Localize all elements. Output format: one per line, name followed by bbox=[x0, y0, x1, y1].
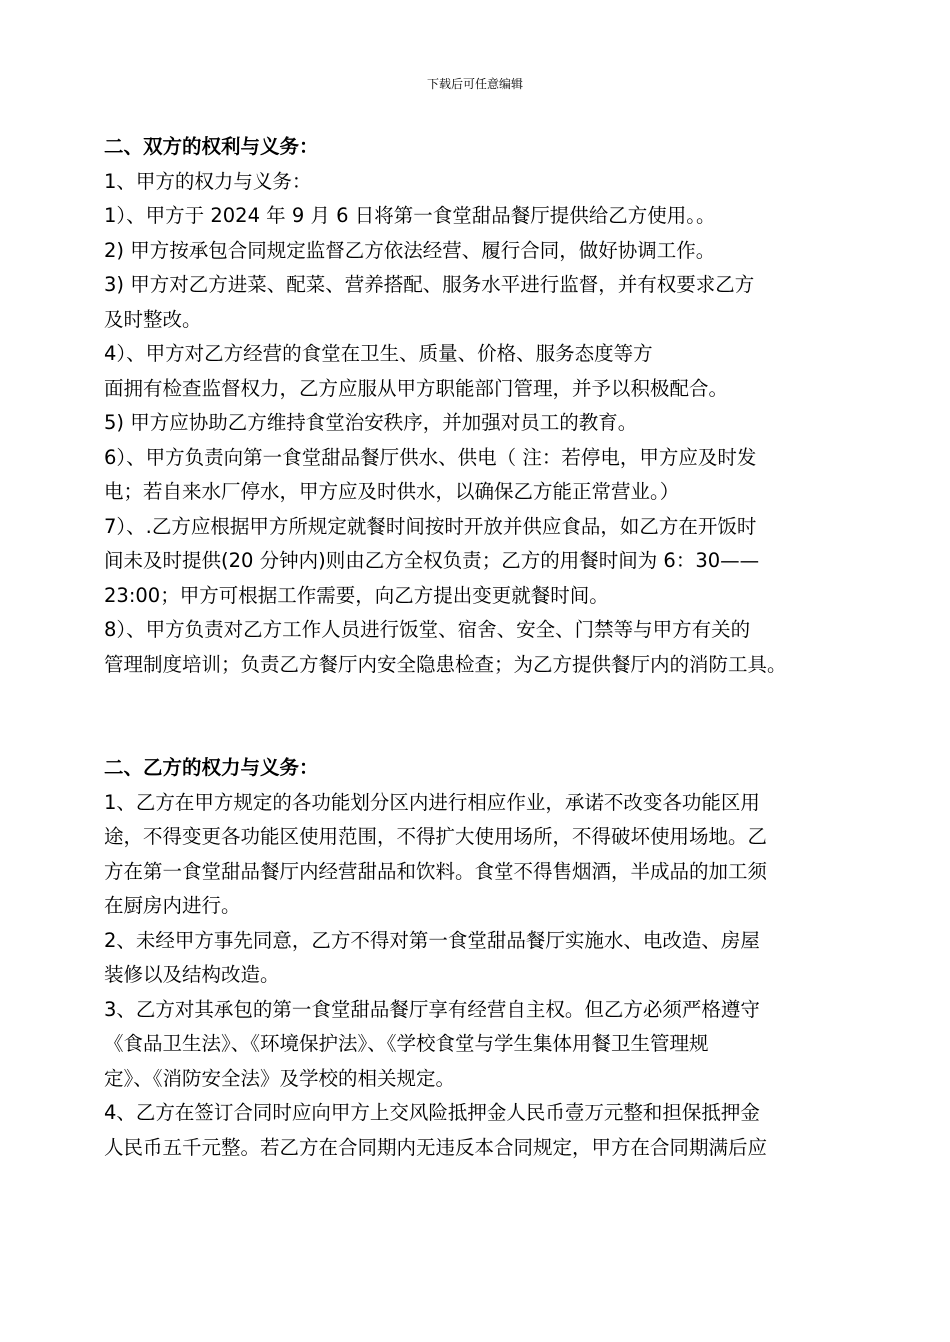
paragraph-line: 方在第一食堂甜品餐厅内经营甜品和饮料。食堂不得售烟酒，半成品的加工须 bbox=[104, 859, 768, 883]
paragraph-line: 5) 甲方应协助乙方维持食堂治安秩序，并加强对员工的教育。 bbox=[104, 411, 638, 434]
paragraph-line: 管理制度培训；负责乙方餐厅内安全隐患检查；为乙方提供餐厅内的消防工具。 bbox=[104, 652, 787, 676]
section-heading-rights-party-b: 二、乙方的权力与义务： bbox=[104, 756, 319, 779]
paragraph-line: 1）、甲方于 2024 年 9 月 6 日将第一食堂甜品餐厅提供给乙方使用。。 bbox=[104, 204, 716, 227]
paragraph-line: 2、未经甲方事先同意，乙方不得对第一食堂甜品餐厅实施水、电改造、房屋 bbox=[104, 928, 760, 952]
paragraph-line: 人民币五千元整。若乙方在合同期内无违反本合同规定，甲方在合同期满后应 bbox=[104, 1135, 768, 1159]
paragraph-line: 《食品卫生法》、《环境保护法》、《学校食堂与学生集体用餐卫生管理规 bbox=[104, 1032, 709, 1055]
paragraph-line: 间未及时提供(20 分钟内)则由乙方全权负责；乙方的用餐时间为 6：30—— bbox=[104, 549, 760, 572]
paragraph-line: 途，不得变更各功能区使用范围，不得扩大使用场所，不得破坏使用场地。乙 bbox=[104, 825, 768, 848]
paragraph-line: 6）、甲方负责向第一食堂甜品餐厅供水、供电（ 注：若停电，甲方应及时发 bbox=[104, 445, 757, 469]
document-body bbox=[104, 130, 894, 1165]
paragraph-line: 面拥有检查监督权力，乙方应服从甲方职能部门管理，并予以积极配合。 bbox=[104, 376, 729, 400]
paragraph-line: 装修以及结构改造。 bbox=[104, 963, 280, 986]
paragraph-line: 1、甲方的权力与义务： bbox=[104, 169, 312, 193]
paragraph-line: 1、乙方在甲方规定的各功能划分区内进行相应作业，承诺不改变各功能区用 bbox=[104, 790, 760, 814]
section-spacer bbox=[104, 682, 894, 751]
paragraph-line: 2) 甲方按承包合同规定监督乙方依法经营、履行合同，做好协调工作。 bbox=[104, 238, 716, 262]
paragraph-line: 8）、甲方负责对乙方工作人员进行饭堂、宿舍、安全、门禁等与甲方有关的 bbox=[104, 618, 751, 641]
paragraph-line: 3、乙方对其承包的第一食堂甜品餐厅享有经营自主权。但乙方必须严格遵守 bbox=[104, 997, 760, 1021]
paragraph-line: 在厨房内进行。 bbox=[104, 894, 241, 917]
paragraph-line: 4）、甲方对乙方经营的食堂在卫生、质量、价格、服务态度等方 bbox=[104, 342, 653, 365]
paragraph-line: 3) 甲方对乙方进菜、配菜、营养搭配、服务水平进行监督，并有权要求乙方 bbox=[104, 273, 755, 296]
paragraph-line: 定》、《消防安全法》及学校的相关规定。 bbox=[104, 1066, 456, 1090]
paragraph-line: 及时整改。 bbox=[104, 307, 202, 331]
paragraph-line: 7）、.乙方应根据甲方所规定就餐时间按时开放并供应食品，如乙方在开饭时 bbox=[104, 514, 757, 538]
paragraph-line: 4、乙方在签订合同时应向甲方上交风险抵押金人民币壹万元整和担保抵押金 bbox=[104, 1101, 760, 1124]
section-heading-rights-both: 二、双方的权利与义务： bbox=[104, 135, 319, 158]
paragraph-line: 23:00；甲方可根据工作需要，向乙方提出变更就餐时间。 bbox=[104, 583, 609, 607]
page-header-note: 下载后可任意编辑 bbox=[426, 77, 523, 91]
paragraph-line: 电；若自来水厂停水，甲方应及时供水，以确保乙方能正常营业。） bbox=[104, 480, 680, 503]
